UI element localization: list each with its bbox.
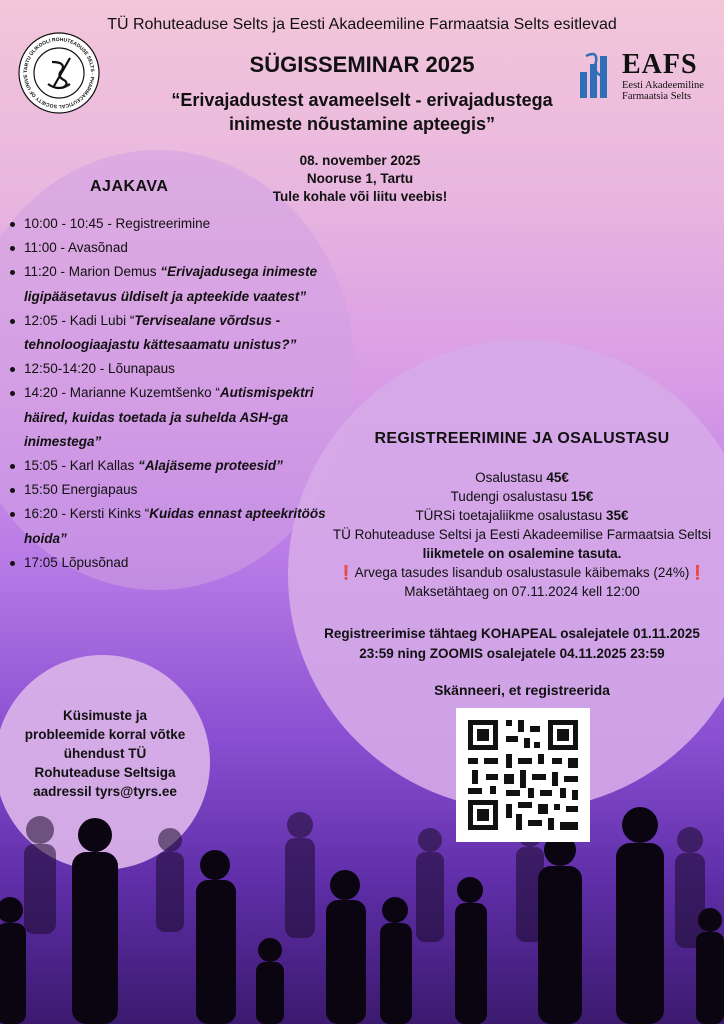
tyrs-logo (18, 32, 100, 114)
eafs-abbreviation: EAFS (622, 49, 698, 80)
schedule-item: 10:00 - 10:45 - Registreerimine (10, 212, 345, 236)
exclamation-icon: ❗ (689, 565, 707, 580)
schedule-item: 14:20 - Marianne Kuzemtšenko “Autismispektri häired, kuidas toetada ja suhelda ASH-ga inimestega” (10, 381, 345, 454)
event-date: 08. november 2025 (299, 153, 421, 168)
members-line: TÜ Rohuteaduse Seltsi ja Eesti Akadeemilise Farmaatsia Seltsi (332, 527, 712, 542)
schedule-item: 12:50-14:20 - Lõunapaus (10, 357, 345, 381)
schedule-item: 12:05 - Kadi Lubi “Tervisealane võrdsus - tehnoloogiaajastu kättesaamatu unistus?” (10, 309, 345, 357)
eafs-name-line-2: Farmaatsia Selts (622, 91, 692, 102)
registration-fees (310, 468, 724, 601)
contact-email[interactable]: aadressil tyrs@tyrs.ee (33, 784, 177, 799)
event-note: Tule kohale või liitu veebis! (272, 189, 448, 204)
payment-deadline: Maksetähtaeg on 07.11.2024 kell 12:00 (404, 584, 640, 599)
tyrs-ring-text: TARTU ÜLIKOOLI ROHUTEADUSE SELTS · PHARMACEUTICAL SOCIETY OF UNIVE (22, 36, 96, 110)
event-location: Nooruse 1, Tartu (306, 171, 414, 186)
members-free-line: liikmetele on osalemine tasuta. (422, 546, 622, 561)
deadline-line-1: Registreerimise tähtaeg KOHAPEAL osalejatele 01.11.2025 (324, 626, 700, 641)
schedule-heading: AJAKAVA (90, 178, 169, 195)
supporter-fee-line: TÜRSi toetajaliikme osalustasu 35€ (415, 508, 629, 523)
schedule-item: 15:05 - Karl Kallas “Alajäseme proteesid” (10, 454, 345, 478)
subtitle-line-2: inimeste nõustamine apteegis” (228, 114, 496, 134)
subtitle-line-1: “Erivajadustest avameelselt - erivajadustega (171, 90, 553, 110)
contact-info (10, 706, 200, 801)
student-fee-line: Tudengi osalustasu 15€ (450, 489, 594, 504)
eafs-name-line-1: Eesti Akadeemiline (622, 80, 704, 91)
event-info (230, 152, 490, 206)
fee-line: Osalustasu 45€ (475, 470, 569, 485)
eafs-logo (578, 50, 713, 100)
contact-line: Rohuteaduse Seltsiga (34, 765, 176, 780)
schedule-item: 11:20 - Marion Demus “Erivajadusega inimeste ligipääsetavus üldiselt ja apteekide vaatest” (10, 260, 345, 308)
contact-line: ühendust TÜ (63, 746, 147, 761)
crowd-silhouette (0, 800, 724, 1024)
contact-line: probleemide korral võtke (24, 727, 186, 742)
contact-line: Küsimuste ja (62, 708, 148, 723)
schedule-item: 15:50 Energiapaus (10, 478, 345, 502)
schedule-list (10, 212, 345, 575)
schedule-item: 16:20 - Kersti Kinks “Kuidas ennast apteekritöös hoida” (10, 502, 345, 550)
deadline-line-2: 23:59 ning ZOOMIS osalejatele 04.11.2025 23:59 (359, 646, 665, 661)
scan-label: Skänneeri, et registreerida (434, 682, 610, 698)
seminar-subtitle (140, 88, 584, 136)
eafs-emblem-icon (578, 50, 618, 100)
schedule-item: 11:00 - Avasõnad (10, 236, 345, 260)
registration-heading: REGISTREERIMINE JA OSALUSTASU (374, 430, 670, 447)
qr-code-icon (456, 708, 590, 842)
exclamation-icon: ❗ (337, 565, 355, 580)
registration-deadline (300, 624, 724, 664)
schedule-item: 17:05 Lõpusõnad (10, 551, 345, 575)
page-title: SÜGISSEMINAR 2025 (249, 52, 475, 77)
presenters-line: TÜ Rohuteaduse Selts ja Eesti Akadeemiline Farmaatsia Selts esitlevad (107, 16, 617, 33)
vat-note-line: ❗Arvega tasudes lisandub osalustasule käibemaks (24%)❗ (337, 565, 707, 580)
registration-qr-code[interactable] (456, 708, 590, 842)
